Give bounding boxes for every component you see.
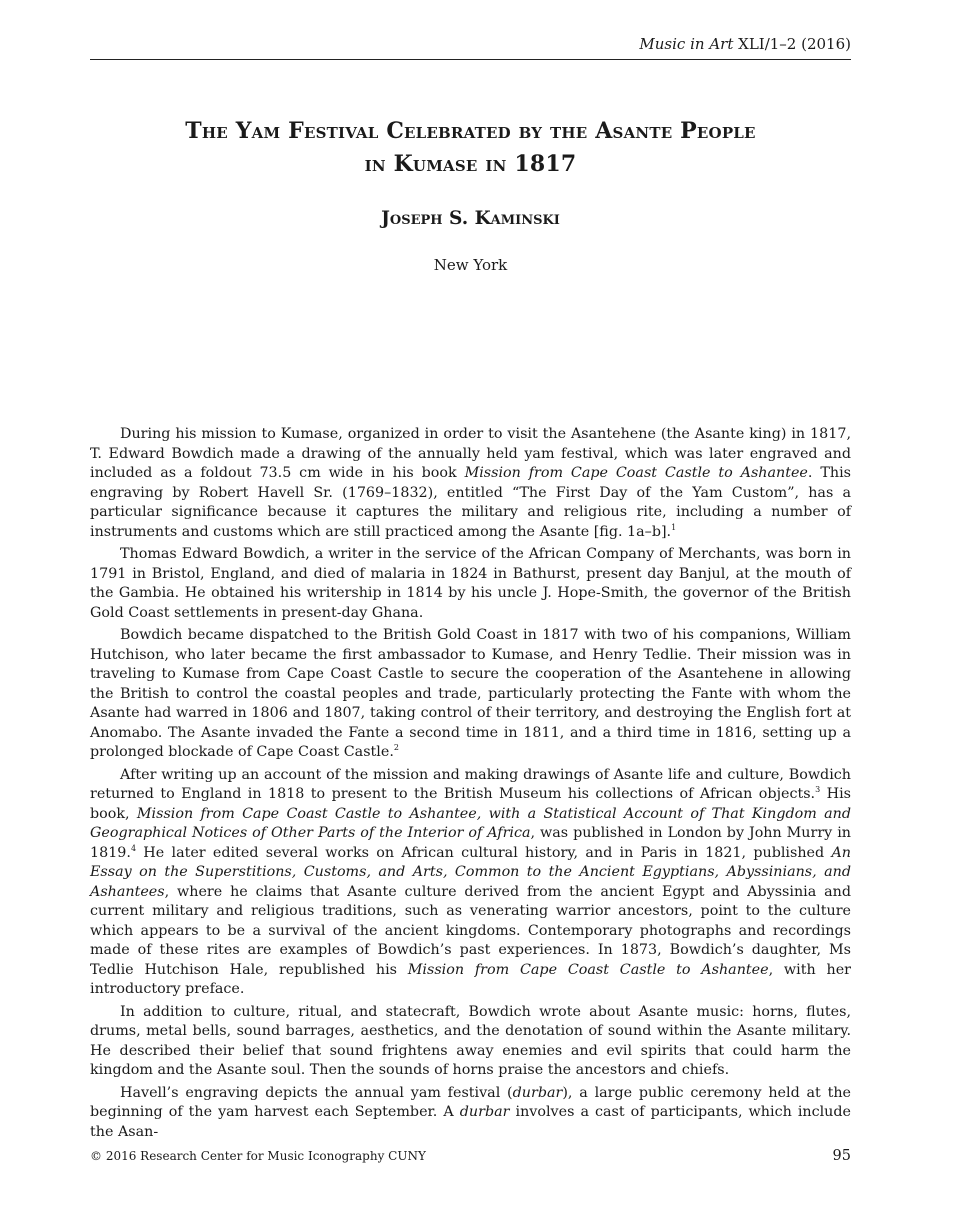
author-affiliation: New York <box>433 256 508 274</box>
paragraph-6: Havell’s engraving depicts the annual yam festival (durbar), a large public ceremony held at the beginning of the yam harvest each September. A durbar involves a cast of participants, which include the Asan- <box>90 1084 851 1140</box>
paragraph-2: Thomas Edward Bowdich, a writer in the service of the African Company of Merchants, was born in 1791 in Bristol, England, and died of malaria in 1824 in Bathurst, present day Banjul, at the mouth of the Gambia. He obtained his writership in 1814 by his uncle J. Hope-Smith, the governor of the British Gold Coast settlements in present-day Ghana. <box>90 546 851 621</box>
paragraph-4: After writing up an account of the mission and making drawings of Asante life and culture, Bowdich returned to England in 1818 to present to the British Museum his collections of African objects.$^3$ His book, Mission from Cape Coast Castle to Ashantee, with a Statistical Account of That Kingdom and Geographical Notices of Other Parts of the Interior of Africa, was published in London by John Murry in 1819.$^4$ He later edited several works on African cultural history, and in Paris in 1821, published An Essay on the Superstitions, Customs, and Arts, Common to the Ancient Egyptians, Abyssinians, and Ashantees, where he claims that Asante culture derived from the ancient Egypt and Abyssinia and current military and religious traditions, such as venerating warrior ancestors, point to the culture which appears to be a survival of the ancient kingdoms. Contemporary photographs and recordings made of these rites are examples of Bowdich’s past experiences. In 1873, Bowdich’s daughter, Ms Tedlie Hutchison Hale, republished his Mission from Cape Coast Castle to Ashantee, with her introductory preface. <box>90 766 852 997</box>
paragraph-3: Bowdich became dispatched to the British Gold Coast in 1817 with two of his companions, William Hutchison, who later became the first ambassador to Kumase, and Henry Tedlie. Their mission was in traveling to Kumase from Cape Coast Castle to secure the cooperation of the Asantehene in allowing the British to control the coastal peoples and trade, particularly protecting the Fante with whom the Asante had warred in 1806 and 1807, taking control of their territory, and destroying the English fort at Anomabo. The Asante invaded the Fante a second time in 1811, and a third time in 1816, setting up a prolonged blockade of Cape Coast Castle.$^2$ <box>90 627 851 760</box>
copyright-notice: © 2016 Research Center for Music Iconography CUNY <box>90 1149 426 1163</box>
book-title: Mission from Cape Coast Castle to Ashantee <box>464 465 808 481</box>
book-title: An Essay on the Superstitions, Customs, and Arts, Common to the Ancient Egyptians, Abyssinians, and Ashantees <box>90 844 851 900</box>
footnote-ref: 3 <box>815 785 821 795</box>
journal-issue: XLI/1–2 (2016) <box>738 35 851 53</box>
book-title: Mission from Cape Coast Castle to Ashantee <box>407 961 769 978</box>
article-title <box>90 115 851 181</box>
term-durbar: durbar <box>459 1104 510 1120</box>
book-title: Mission from Cape Coast Castle to Ashantee, with a Statistical Account of That Kingdom and Geographical Notices of Other Parts of the Interior of Africa <box>90 805 851 841</box>
running-header <box>90 33 851 60</box>
footnote-ref: 1 <box>671 522 677 532</box>
paragraph-5: In addition to culture, ritual, and statecraft, Bowdich wrote about Asante music: horns, flutes, drums, metal bells, sound barrages, aesthetics, and the denotation of sound within the Asante military. He described their belief that sound frightens away enemies and evil spirits that could harm the kingdom and the Asante soul. Then the sounds of horns praise the ancestors and chiefs. <box>90 1003 851 1078</box>
author-name: Joseph S. Kaminski <box>381 208 560 229</box>
journal-name: Music in Art <box>639 35 734 53</box>
page-footer <box>90 1148 851 1164</box>
title-line-2: in Kumase in 1817 <box>364 151 577 177</box>
paragraph-1: During his mission to Kumase, organized in order to visit the Asantehene (the Asante king) in 1817, T. Edward Bowdich made a drawing of the annually held yam festival, which was later engraved and included as a foldout 73.5 cm wide in his book Mission from Cape Coast Castle to Ashantee. This engraving by Robert Havell Sr. (1769–1832), entitled “The First Day of the Yam Custom”, has a particular significance because it captures the military and religious rite, including a number of instruments and customs which are still practiced among the Asante [fig. 1a–b].$^1$ <box>90 426 851 540</box>
footnote-ref: 2 <box>393 743 399 753</box>
article-body <box>90 425 851 1145</box>
title-line-1: The Yam Festival Celebrated by the Asante People <box>185 118 756 144</box>
footnote-ref: 4 <box>130 843 137 853</box>
page-number: 95 <box>832 1148 851 1164</box>
term-durbar: durbar <box>512 1084 563 1101</box>
